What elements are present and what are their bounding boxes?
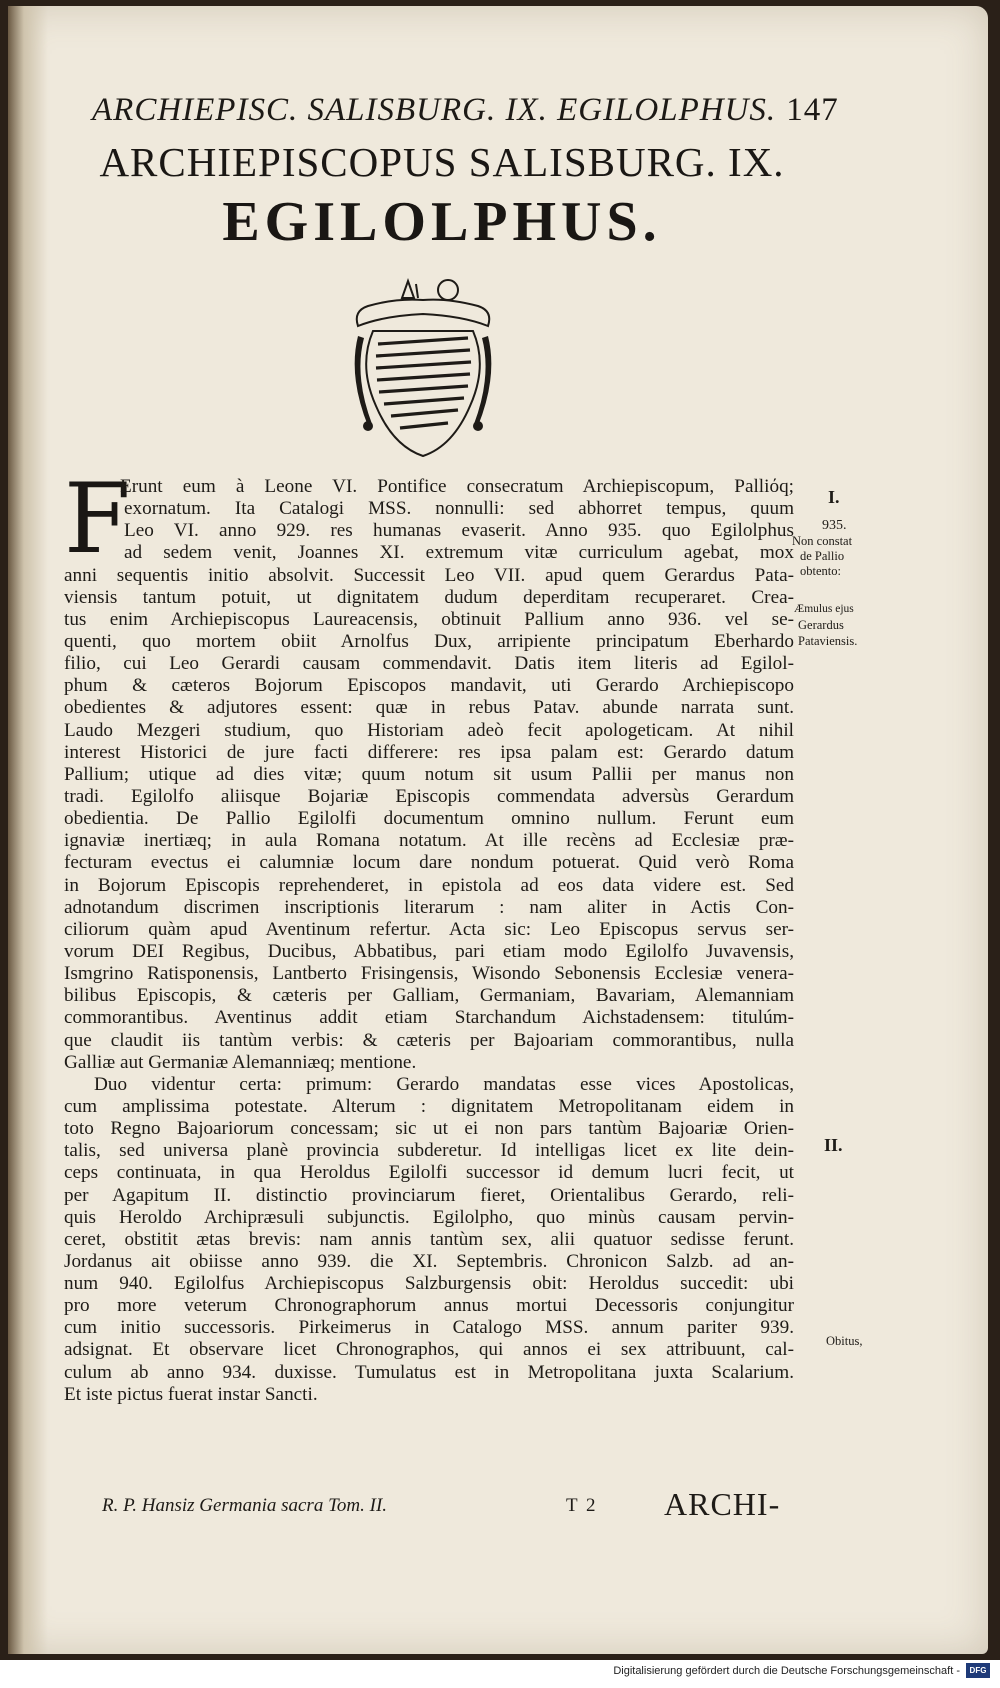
text-line: Jordanus ait obiisse anno 939. die XI. Septembris. Chronicon Salzb. ad an- xyxy=(64,1250,794,1272)
drop-capital: F xyxy=(64,463,131,575)
chapter-subtitle: EGILOLPHUS. xyxy=(222,191,662,253)
running-head xyxy=(92,92,839,129)
book-gutter xyxy=(8,6,48,1654)
text-line: tradi. Egilolfo aliisque Bojariæ Episcopis commendata adversùs Gerardum xyxy=(64,785,794,807)
text-line: ciliorum quàm apud Aventinum refertur. Acta sic: Leo Episcopus servus ser- xyxy=(64,918,794,940)
text-line: obedientes & adjutores essent: quæ in rebus Patav. abunde narrata sunt. xyxy=(64,697,794,719)
text-line: que claudit iis tantùm verbis: & cæteris per Bajoariam commorantibus, nulla xyxy=(64,1029,794,1051)
text-line: viensis tantum potuit, ut dignitatem dudum deperditam recuperaret. Crea- xyxy=(64,586,794,608)
text-line: talis, sed universa planè provincia subderetur. Id intelligas licet ex lite dein- xyxy=(64,1140,794,1162)
text-line: anni sequentis initio absolvit. Successit Leo VII. apud quem Gerardus Pata- xyxy=(64,564,794,586)
text-line: phum & cæteros Bojorum Episcopos mandavit, uti Gerardo Archiepiscopo xyxy=(64,675,794,697)
text-line: Erunt eum à Leone VI. Pontifice consecratum Archiepiscopum, Palliόq; xyxy=(120,476,794,497)
text-line: Et iste pictus fuerat instar Sancti. xyxy=(64,1383,318,1405)
text-line: quenti, quo mortem obiit Arnolfus Dux, arripiente principatum Eberhardo xyxy=(64,630,794,652)
margin-note: Obitus, xyxy=(826,1334,863,1348)
text-line: quis Heroldo Archipræsuli subjunctis. Egilolpho, quo minùs causam pervin- xyxy=(64,1206,794,1228)
text-line: Galliæ aut Germaniæ Alemanniæq; mentione. xyxy=(64,1051,417,1073)
text-line: Leo VI. anno 929. res humanas evaserit. Anno 935. quo Egilolphus xyxy=(124,520,794,542)
text-line: culum ab anno 934. duxisse. Tumulatus est in Metropolitana juxta Scalarium. xyxy=(64,1361,794,1383)
text-line: bilibus Episcopis, & cæteris per Galliam, Germaniam, Bavariam, Alemanniam xyxy=(64,985,794,1007)
text-line: ad sedem venit, Joannes XI. extremum vitæ curriculum agebat, mox xyxy=(124,542,794,564)
text-line: Duo videntur certa: primum: Gerardo mandatas esse vices Apostolicas, xyxy=(94,1073,794,1095)
margin-note: Gerardus xyxy=(798,618,844,632)
text-line: filio, cui Leo Gerardi causam commendavit. Datis item literis ad Egilol- xyxy=(64,653,794,675)
text-line: Ismgrino Ratisponensis, Lantberto Frisingensis, Wisondo Sebonensis Ecclesiæ venera- xyxy=(64,963,794,985)
text-line: tus enim Archiepiscopus Laureacensis, obtinuit Pallium anno 936. vel se- xyxy=(64,608,794,630)
text-line: obedientia. De Pallio Egilolfi documentum omnino nullum. Ferunt eum xyxy=(64,808,794,830)
text-line: interest Historici de jure facti differere: res ipsa palam est: Gerardo datum xyxy=(64,741,794,763)
text-line: cum amplissima potestate. Alterum : dignitatem Metropolitanam eidem in xyxy=(64,1095,794,1117)
text-line: ignaviæ inertiæq; in aula Romana notatum. At ille recèns ad Ecclesiæ præ- xyxy=(64,830,794,852)
text-line: toto Regno Bajoariorum concessam; sic ut ei non pars tantùm Bajoariæ Orien- xyxy=(64,1118,794,1140)
text-line: adsignat. Et observare licet Chronographos, qui annos ei sex attribuunt, cal- xyxy=(64,1339,794,1361)
margin-section-number: I. xyxy=(828,487,840,507)
chapter-title: ARCHIEPISCOPUS SALISBURG. IX. xyxy=(99,139,785,185)
text-line: cum initio successoris. Pirkeimerus in Catalogo MSS. annum pariter 939. xyxy=(64,1317,794,1339)
text-line: vorum DEI Regibus, Ducibus, Abbatibus, pari etiam modo Egilolfo Juvavensis, xyxy=(64,940,794,962)
text-line: Pallium; utique ad dies vitæ; quum notum sit usum Pallii per manus non xyxy=(64,763,794,785)
text-line: Laudo Mezgeri studium, quo Historiam adeò fecit apologeticam. At nihil xyxy=(64,719,794,741)
page-number: 147 xyxy=(786,92,839,128)
coat-of-arms-emblem xyxy=(338,276,508,466)
margin-note: Pataviensis. xyxy=(798,634,858,648)
text-line: fecturam evectus ei calumniæ locum dare nondum potuerat. Quid verò Roma xyxy=(64,852,794,874)
main-text xyxy=(64,463,794,1406)
text-line: ceret, obstitit ætas brevis: nam annis tantùm sex, alii quatuor sedisse ferunt. xyxy=(64,1228,794,1250)
margin-note: Non constat xyxy=(792,534,853,548)
text-line: pro more veterum Chronographorum annus mortui Decessoris conjungitur xyxy=(64,1295,794,1317)
catchword: ARCHI- xyxy=(664,1486,781,1522)
text-line: commorantibus. Aventinus addit etiam Starchandum Aichstadensem: titulúm- xyxy=(64,1007,794,1029)
text-line: ceps continuata, in qua Heroldus Egilolfi successor id demum lucri fecit, ut xyxy=(64,1162,794,1184)
text-line: per Agapitum II. distinctio provinciarum fieret, Orientalibus Gerardo, reli- xyxy=(64,1184,794,1206)
text-line: num 940. Egilolfus Archiepiscopus Salzburgensis obit: Heroldus succedit: ubi xyxy=(64,1273,794,1295)
margin-year: 935. xyxy=(822,518,847,533)
text-line: in Bojorum Episcopis reprehenderet, in epistola ad eos data videre est. Sed xyxy=(64,874,794,896)
dfg-logo: DFG xyxy=(966,1663,990,1678)
running-head-text: ARCHIEPISC. SALISBURG. IX. EGILOLPHUS. xyxy=(92,92,777,128)
text-line: adnotandum discrimen inscriptionis literarum : nam aliter in Actis Con- xyxy=(64,896,794,918)
margin-note: Æmulus ejus xyxy=(794,603,854,615)
margin-note: de Pallio xyxy=(800,549,845,563)
printer-signature: R. P. Hansiz Germania sacra Tom. II. xyxy=(102,1495,388,1516)
sheet-mark: T 2 xyxy=(566,1495,598,1516)
margin-note: obtento: xyxy=(800,564,841,578)
margin-section-number: II. xyxy=(824,1135,843,1155)
text-line: exornatum. Ita Catalogi MSS. nonnulli: sed abhorret tempus, quum xyxy=(124,498,794,520)
digitization-credit: Digitalisierung gefördert durch die Deutsche Forschungsgemeinschaft - xyxy=(613,1665,960,1677)
